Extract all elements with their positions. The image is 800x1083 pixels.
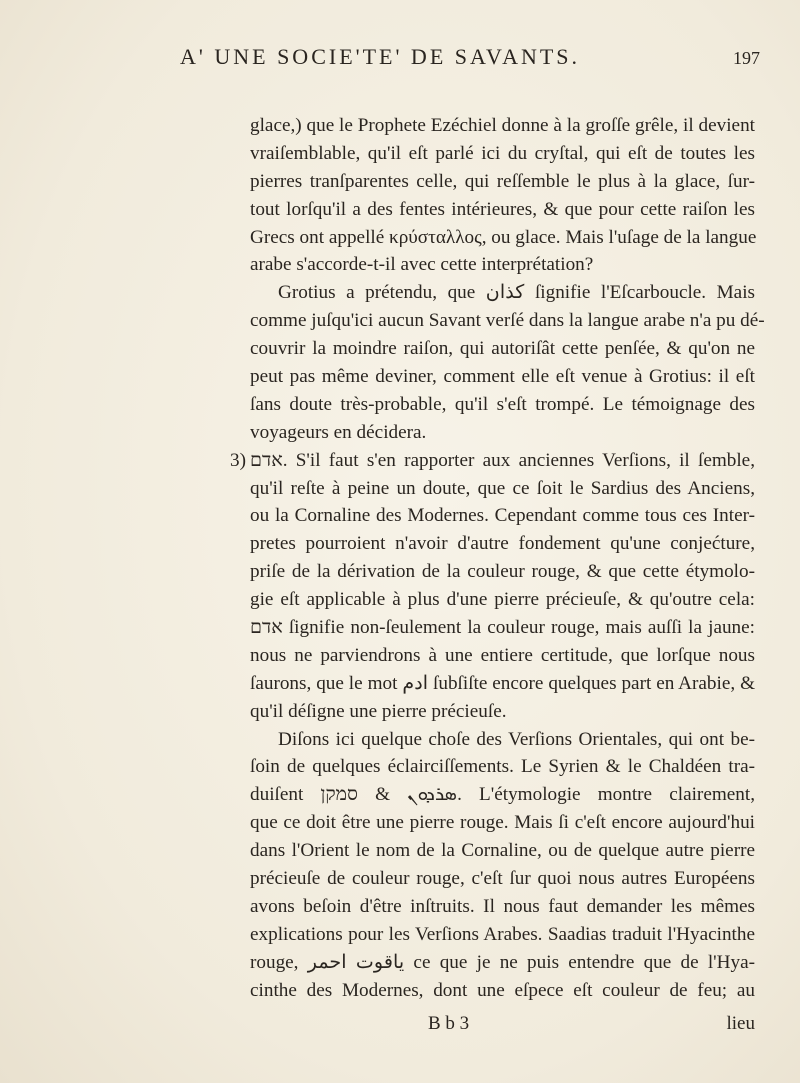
text-line: nous ne parviendrons à une entiere certitude, que lorſque nous <box>250 644 755 666</box>
text-line: Diſons ici quelque choſe des Verſions Orientales, qui ont be- <box>278 728 755 750</box>
text-line: arabe s'accorde-t-il avec cette interprétation? <box>250 254 594 276</box>
text-line: avons beſoin d'être inſtruits. Il nous faut demander les mêmes <box>250 895 755 917</box>
text-line: voyageurs en décidera. <box>250 421 427 443</box>
text-line: ſoin de quelques éclairciſſements. Le Syrien & le Chaldéen tra- <box>250 756 755 778</box>
signature-mark: B b 3 <box>428 1013 470 1034</box>
text-line: duiſent ܣܪܕܘܢ & סמקן. L'étymologie montre clairement, <box>250 784 756 806</box>
page-number: 197 <box>733 48 760 68</box>
text-line: gie eſt applicable à plus d'une pierre précieuſe, & qu'outre cela: <box>250 589 755 611</box>
text-line: pretes pourroient n'avoir d'autre fondement qu'une conjećture, <box>250 533 755 555</box>
text-line: cinthe des Modernes, dont une eſpece eſt couleur de feu; au <box>250 979 755 1001</box>
text-line: glace,) que le Prophete Ezéchiel donne à la groſſe grêle, il devient <box>250 115 755 136</box>
text-line: explications pour les Verſions Arabes. Saadias traduit l'Hyacinthe <box>250 923 755 945</box>
text-line: vraiſemblable, qu'il eſt parlé ici du cryſtal, qui eſt de toutes les <box>250 142 755 164</box>
text-line: qu'il reſte à peine un doute, que ce ſoit le Sardius des Anciens, <box>250 477 755 499</box>
text-line: priſe de la dérivation de la couleur rouge, & que cette étymolo- <box>250 561 755 583</box>
page-footer <box>250 1013 755 1041</box>
text-line: dans l'Orient le nom de la Cornaline, ou de quelque autre pierre <box>250 840 755 862</box>
running-head <box>180 44 760 70</box>
text-line-content: אדם. S'il faut s'en rapporter aux anciennes Verſions, il ſemble, <box>250 449 755 471</box>
text-line: qu'il déſigne une pierre précieuſe. <box>250 700 507 722</box>
section-marker: 3) <box>230 449 246 471</box>
text-line: que ce doit être une pierre rouge. Mais ſi c'eſt encore aujourd'hui <box>250 812 755 834</box>
text-line: pierres tranſparentes celle, qui reſſemble le plus à la glace, ſur- <box>250 170 755 192</box>
text-line: couvrir la moindre raiſon, qui autoriſât cette penſée, & qu'on ne <box>250 338 755 360</box>
text-line: précieuſe de couleur rouge, c'eſt ſur quoi nous autres Européens <box>250 868 755 890</box>
catchword: lieu <box>726 1013 755 1034</box>
text-line: comme juſqu'ici aucun Savant verſé dans la langue arabe n'a pu dé- <box>250 310 765 332</box>
text-line: peut pas même deviner, comment elle eſt venue à Grotius: il eſt <box>250 366 755 388</box>
text-line: Grecs ont appellé κρύσταλλος, ou glace. Mais l'uſage de la langue <box>250 226 757 248</box>
text-line: tout lorſqu'il a des fentes intérieures, & que pour cette raiſon les <box>250 198 755 220</box>
running-head-title: A' UNE SOCIE'TE' DE SAVANTS. <box>180 44 581 69</box>
text-line: ſaurons, que le mot ادم ſubſiſte encore quelques part en Arabie, & <box>250 672 755 694</box>
text-line: אדם ſignifie non-ſeulement la couleur rouge, mais auſſi la jaune: <box>250 617 755 639</box>
text-line: ou la Cornaline des Modernes. Cependant comme tous ces Inter- <box>250 505 755 527</box>
text-line: Grotius a prétendu, que كذان ſignifie l'Eſcarboucle. Mais <box>278 282 755 304</box>
text-line: rouge, ياقوت احمر ce que je ne puis entendre que de l'Hya- <box>250 951 755 973</box>
text-line: ſans doute très-probable, qu'il s'eſt trompé. Le témoignage des <box>250 393 755 415</box>
text-line-section <box>230 447 755 475</box>
body-text <box>230 112 765 1005</box>
